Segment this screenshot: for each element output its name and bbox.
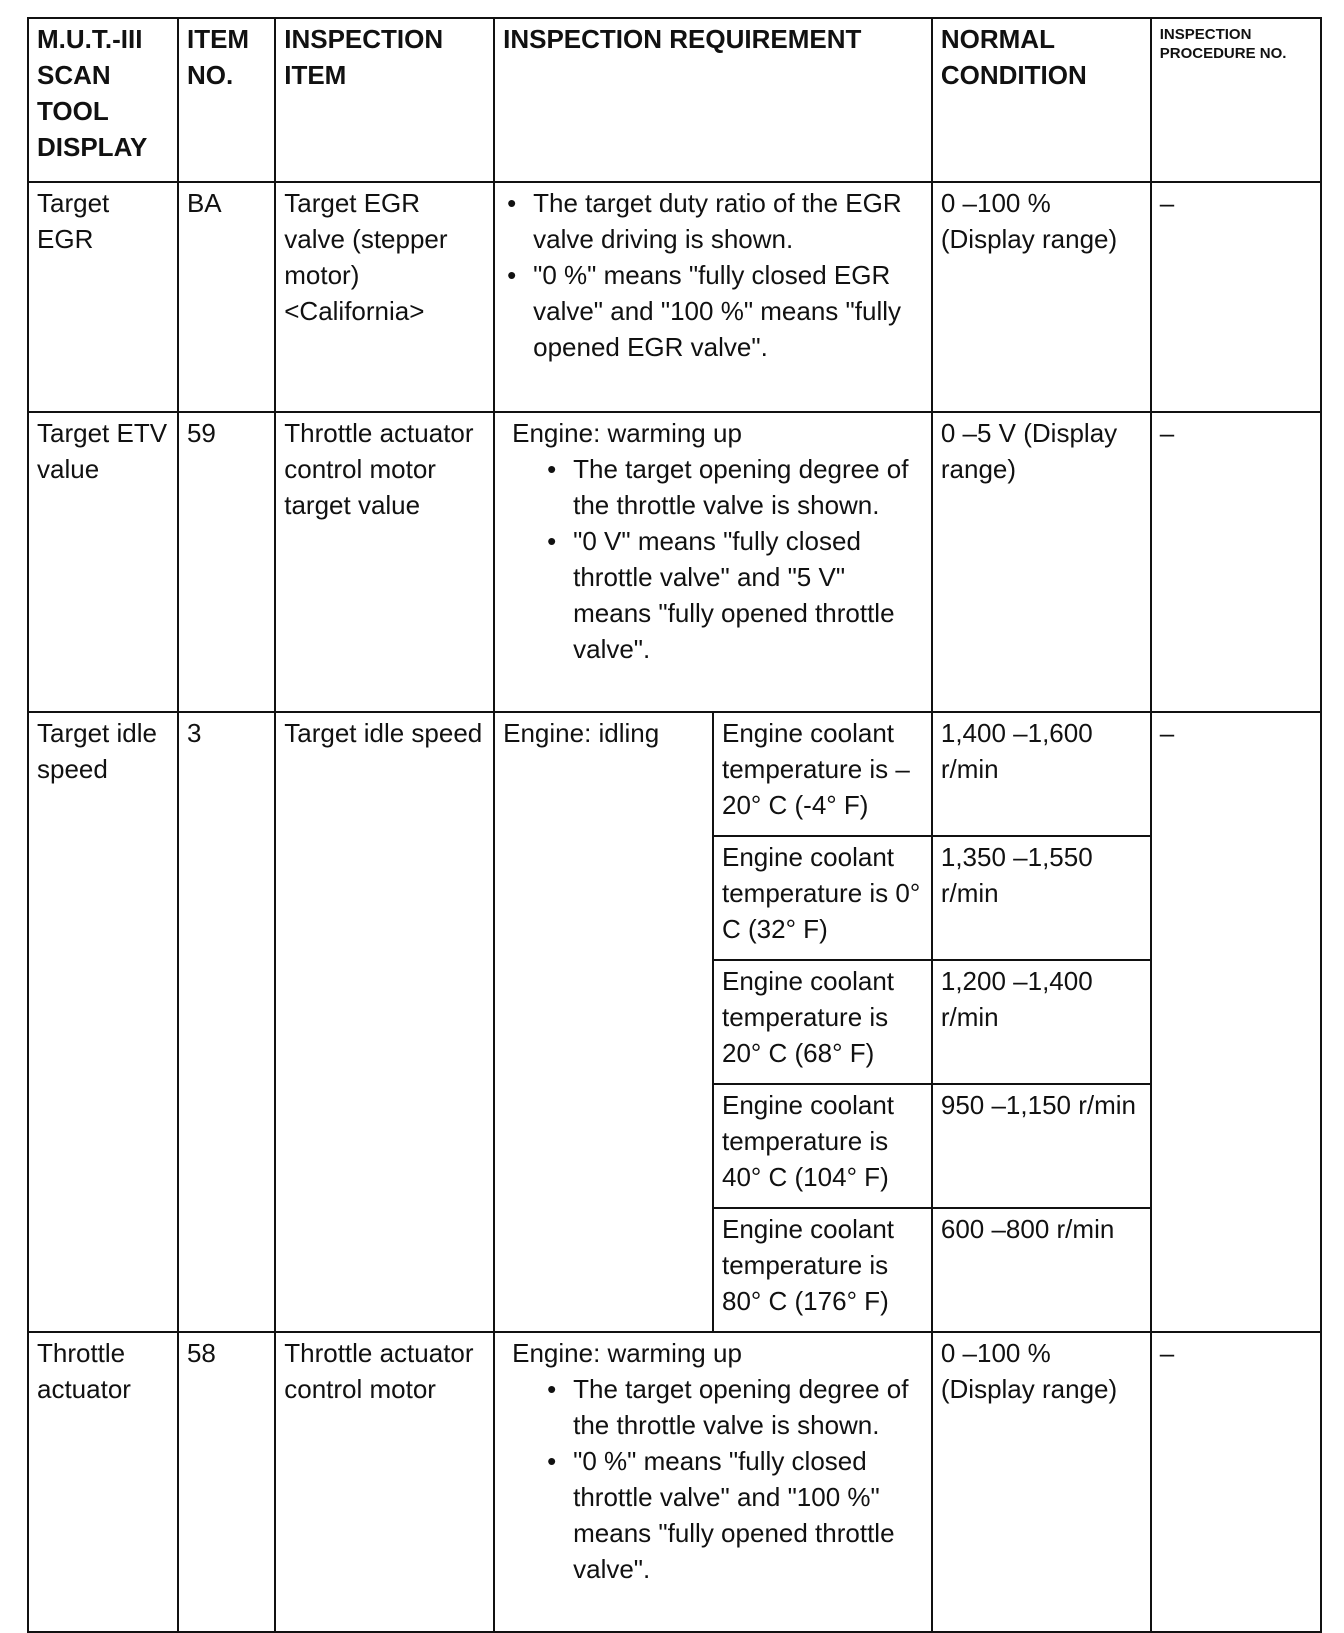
cell-normal: 1,200 –1,400 r/min xyxy=(932,960,1151,1084)
cell-normal: 1,400 –1,600 r/min xyxy=(932,712,1151,836)
cell-procedure: – xyxy=(1151,412,1321,712)
requirement-list xyxy=(512,1371,923,1587)
cell-normal: 0 –100 % (Display range) xyxy=(932,1332,1151,1632)
cell-requirement xyxy=(494,1332,932,1632)
table-row xyxy=(28,412,1321,712)
cell-requirement xyxy=(494,182,932,412)
cell-item-no: BA xyxy=(178,182,275,412)
cell-display: Target idle speed xyxy=(28,712,178,1332)
cell-temperature: Engine coolant temperature is 20° C (68° F) xyxy=(713,960,932,1084)
list-item: • "0 %" means "fully closed EGR valve" and "100 %" means "fully opened EGR valve". xyxy=(533,257,923,365)
cell-item-no: 58 xyxy=(178,1332,275,1632)
cell-display: Throttle actuator xyxy=(28,1332,178,1632)
cell-procedure: – xyxy=(1151,182,1321,412)
list-item: • The target duty ratio of the EGR valve driving is shown. xyxy=(533,185,923,257)
header-procedure: INSPECTION PROCEDURE NO. xyxy=(1151,18,1321,182)
condition-text: Engine: warming up xyxy=(512,1338,742,1368)
list-item: • The target opening degree of the throttle valve is shown. xyxy=(573,1371,923,1443)
cell-normal: 1,350 –1,550 r/min xyxy=(932,836,1151,960)
requirement-list xyxy=(503,185,923,365)
cell-item: Target idle speed xyxy=(275,712,494,1332)
header-row xyxy=(28,18,1321,182)
header-display: M.U.T.-III SCAN TOOL DISPLAY xyxy=(28,18,178,182)
requirement-list xyxy=(512,451,923,667)
table-row xyxy=(28,182,1321,412)
cell-normal: 600 –800 r/min xyxy=(932,1208,1151,1332)
cell-normal: 0 –5 V (Display range) xyxy=(932,412,1151,712)
cell-procedure: – xyxy=(1151,712,1321,1332)
cell-temperature: Engine coolant temperature is 40° C (104° F) xyxy=(713,1084,932,1208)
cell-item: Throttle actuator control motor target value xyxy=(275,412,494,712)
header-item: INSPECTION ITEM xyxy=(275,18,494,182)
cell-item: Target EGR valve (stepper motor) <California> xyxy=(275,182,494,412)
cell-temperature: Engine coolant temperature is –20° C (-4° F) xyxy=(713,712,932,836)
list-item: • "0 %" means "fully closed throttle valve" and "100 %" means "fully opened throttle valve". xyxy=(573,1443,923,1587)
cell-normal: 0 –100 % (Display range) xyxy=(932,182,1151,412)
cell-item-no: 59 xyxy=(178,412,275,712)
header-item-no: ITEM NO. xyxy=(178,18,275,182)
list-item: • "0 V" means "fully closed throttle valve" and "5 V" means "fully opened throttle valve". xyxy=(573,523,923,667)
cell-procedure: – xyxy=(1151,1332,1321,1632)
cell-item-no: 3 xyxy=(178,712,275,1332)
cell-temperature: Engine coolant temperature is 0° C (32° F) xyxy=(713,836,932,960)
list-item: • The target opening degree of the throttle valve is shown. xyxy=(573,451,923,523)
cell-normal: 950 –1,150 r/min xyxy=(932,1084,1151,1208)
table-row xyxy=(28,1332,1321,1632)
inspection-table xyxy=(27,17,1322,1633)
table-row xyxy=(28,712,1321,836)
cell-display: Target ETV value xyxy=(28,412,178,712)
cell-temperature: Engine coolant temperature is 80° C (176° F) xyxy=(713,1208,932,1332)
header-normal: NORMAL CONDITION xyxy=(932,18,1151,182)
cell-item: Throttle actuator control motor xyxy=(275,1332,494,1632)
cell-requirement xyxy=(494,412,932,712)
cell-condition: Engine: idling xyxy=(494,712,713,1332)
header-requirement: INSPECTION REQUIREMENT xyxy=(494,18,932,182)
cell-display: Target EGR xyxy=(28,182,178,412)
condition-text: Engine: warming up xyxy=(512,418,742,448)
